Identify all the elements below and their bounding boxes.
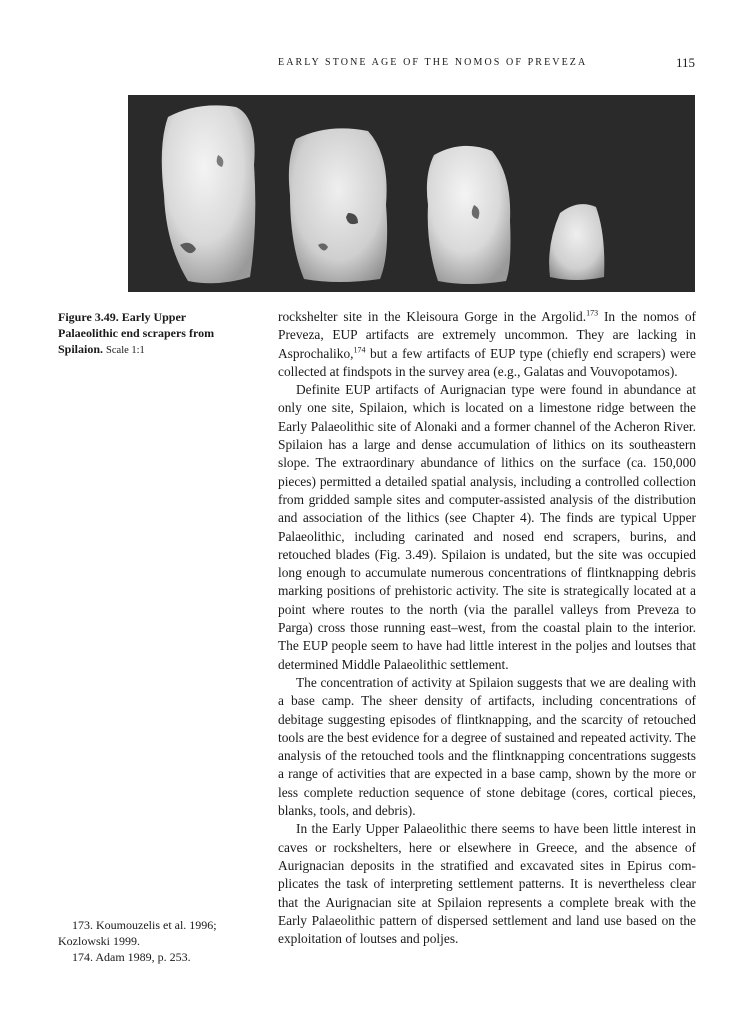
scraper-2	[289, 128, 387, 282]
footnote-173-continued: Kozlowski 1999.	[58, 934, 140, 948]
footnote-ref-173[interactable]: 173	[586, 308, 599, 318]
body-text	[278, 308, 696, 948]
paragraph-4: In the Early Upper Palaeolithic there seems to have been little interest in caves or rockshelters, here or elsewhere in Greece, and the absence of Aurignacian deposits in the stratified and excavated sites in Epirus complicates the task of interpreting settlement patterns. It is nevertheless clear that the Aurignacian site at Spilaion represents a complete break with the Early Palaeolithic pattern of dispersed settlement and land use based on the exploitation of loutses and poljes.	[278, 821, 696, 947]
paragraph-1	[278, 308, 696, 381]
footnotes	[58, 917, 258, 965]
footnote-174: 174. Adam 1989, p. 253.	[72, 950, 191, 964]
figure-photo-end-scrapers	[128, 95, 695, 292]
figure-caption-title: Figure 3.49. Early Upper Palaeolithic end scrapers from Spilaion.	[58, 310, 215, 356]
paragraph-1-text: rockshelter site in the Kleisoura Gorge in the Argolid.	[278, 309, 587, 324]
paragraph-1-text-2: In the nomos of Preveza, EUP artifacts are extremely uncommon. They are lacking in Asprochaliko,	[278, 309, 697, 361]
paragraph-1-text-3: but a few artifacts of EUP type (chiefly end scrapers) were collected at findspots in the survey area (e.g., Galatas and Vouvopotamos).	[278, 345, 696, 379]
end-scrapers-image	[128, 95, 695, 292]
figure-caption	[58, 309, 248, 359]
paragraph-2: Definite EUP artifacts of Aurignacian type were found in abundance at only one site, Spilaion, which is located on a limestone ridge between the Early Palaeolithic site of Alonaki and a former channel of the Acheron River. Spilaion has a large and dense accumulation of lithics on its southeastern slope. The extraordinary abundance of lithics on the surface (ca. 150,000 pieces) permitted a detailed spatial analysis, including a controlled collection from gridded sample sites and computer-assisted analysis of the distribution and association of the lithics (see Chapter 4). The finds are typical Upper Palaeolithic, including carinated and nosed end scrapers, burins, and retouched blades (Fig. 3.49). Spilaion is undated, but the site was occupied long enough to accumulate numerous concentrations of flintknapping debris marking positions of prehistoric activity. The site is strategically located at a point where routes to the north (via the parallel valleys from Preveza to Parga) cross those running east–west, from the coastal plain to the interior. The EUP people seem to have had little interest in the poljes and loutses that determined Middle Palaeolithic settlement.	[278, 382, 696, 672]
scraper-3	[427, 146, 511, 284]
paragraph-3: The concentration of activity at Spilaion suggests that we are dealing with a base camp. The sheer density of artifacts, including concentrations of debitage suggesting episodes of flintknapping, and the scarcity of retouched tools are the best evidence for a degree of sustained and repeated activity. The analysis of the retouched tools and the flintknapping concentrations suggests a range of activities that are expected in a base camp, shown by the more or less complete reduction sequence of stone debitage (cores, cortical pieces, blanks, tools, and debris).	[278, 674, 696, 819]
footnote-173: 173. Koumouzelis et al. 1996;	[72, 918, 217, 932]
page-number: 115	[676, 55, 696, 70]
figure-caption-scale: Scale 1:1	[106, 345, 145, 356]
running-head: EARLY STONE AGE OF THE NOMOS OF PREVEZA	[278, 57, 588, 68]
footnote-ref-174[interactable]: 174	[353, 345, 366, 355]
